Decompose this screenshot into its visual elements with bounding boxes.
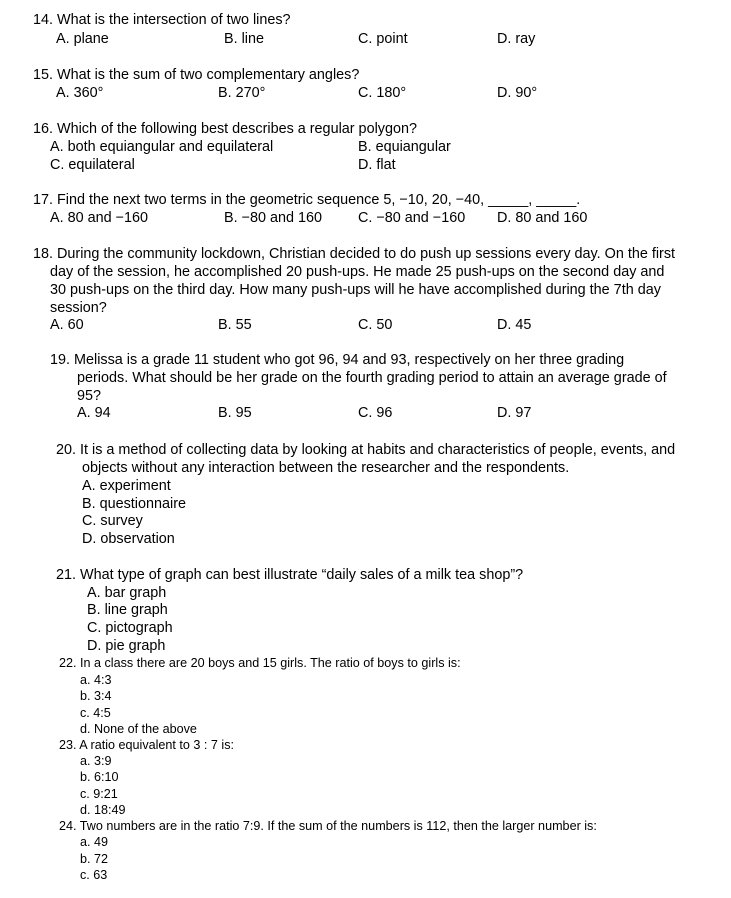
q18-line-4: session? — [50, 300, 107, 316]
q16-option-d: D. flat — [358, 157, 396, 173]
q24-option-c: c. 63 — [80, 868, 108, 882]
q21-question: 21. What type of graph can best illustrate “daily sales of a milk tea shop”? — [56, 567, 524, 583]
q23-option-b: b. 6:10 — [80, 770, 119, 784]
q18-line-1: 18. During the community lockdown, Christian decided to do push up sessions every day. On the first — [33, 246, 676, 262]
q14-option-d: D. ray — [497, 31, 536, 47]
q14-option-c: C. point — [358, 31, 408, 47]
q22-question: 22. In a class there are 20 boys and 15 girls. The ratio of boys to girls is: — [59, 656, 461, 670]
q15-option-b: B. 270° — [218, 85, 266, 101]
q20-option-a: A. experiment — [82, 478, 171, 494]
q19-option-b: B. 95 — [218, 405, 252, 421]
q15-option-d: D. 90° — [497, 85, 538, 101]
q19-line-1: 19. Melissa is a grade 11 student who got 96, 94 and 93, respectively on her three grading — [50, 352, 625, 368]
q21-option-d: D. pie graph — [87, 638, 166, 654]
q18-option-b: B. 55 — [218, 317, 252, 333]
q21-option-c: C. pictograph — [87, 620, 173, 636]
q24-option-a: a. 49 — [80, 835, 109, 849]
q18-line-3: 30 push-ups on the third day. How many push-ups will he have accomplished during the 7th day — [50, 282, 661, 298]
q18-option-a: A. 60 — [50, 317, 84, 333]
q15-question: 15. What is the sum of two complementary angles? — [33, 67, 360, 83]
q24-option-b: b. 72 — [80, 852, 109, 866]
q14-option-a: A. plane — [56, 31, 109, 47]
q20-line-1: 20. It is a method of collecting data by looking at habits and characteristics of people, events, and — [56, 442, 676, 458]
q17-option-d: D. 80 and 160 — [497, 210, 588, 226]
q18-option-d: D. 45 — [497, 317, 532, 333]
q14-option-b: B. line — [224, 31, 264, 47]
q18-line-2: day of the session, he accomplished 20 push-ups. He made 25 push-ups on the second day and — [50, 264, 665, 280]
q17-option-b: B. −80 and 160 — [224, 210, 323, 226]
q22-option-d: d. None of the above — [80, 722, 197, 736]
q23-option-d: d. 18:49 — [80, 803, 126, 817]
q19-option-c: C. 96 — [358, 405, 393, 421]
q16-option-b: B. equiangular — [358, 139, 451, 155]
q21-option-b: B. line graph — [87, 602, 168, 618]
q19-line-2: periods. What should be her grade on the fourth grading period to attain an average grade of — [77, 370, 667, 386]
q17-option-a: A. 80 and −160 — [50, 210, 149, 226]
q16-option-c: C. equilateral — [50, 157, 135, 173]
q19-option-a: A. 94 — [77, 405, 111, 421]
q17-question: 17. Find the next two terms in the geometric sequence 5, −10, 20, −40, _____, _____. — [33, 192, 581, 208]
q20-option-c: C. survey — [82, 513, 143, 529]
q23-option-c: c. 9:21 — [80, 787, 118, 801]
q20-option-b: B. questionnaire — [82, 496, 187, 512]
q15-option-a: A. 360° — [56, 85, 104, 101]
q17-option-c: C. −80 and −160 — [358, 210, 466, 226]
q15-option-c: C. 180° — [358, 85, 407, 101]
q16-question: 16. Which of the following best describes a regular polygon? — [33, 121, 417, 137]
q16-option-a: A. both equiangular and equilateral — [50, 139, 274, 155]
q21-option-a: A. bar graph — [87, 585, 167, 601]
q20-option-d: D. observation — [82, 531, 175, 547]
q14-question: 14. What is the intersection of two lines? — [33, 12, 291, 28]
q22-option-c: c. 4:5 — [80, 706, 111, 720]
q23-option-a: a. 3:9 — [80, 754, 112, 768]
q24-question: 24. Two numbers are in the ratio 7:9. If the sum of the numbers is 112, then the larger number is: — [59, 819, 597, 833]
q22-option-b: b. 3:4 — [80, 689, 112, 703]
q19-line-3: 95? — [77, 388, 102, 404]
q22-option-a: a. 4:3 — [80, 673, 112, 687]
q18-option-c: C. 50 — [358, 317, 393, 333]
q23-question: 23. A ratio equivalent to 3 : 7 is: — [59, 738, 235, 752]
q20-line-2: objects without any interaction between the researcher and the respondents. — [82, 460, 570, 476]
q19-option-d: D. 97 — [497, 405, 532, 421]
